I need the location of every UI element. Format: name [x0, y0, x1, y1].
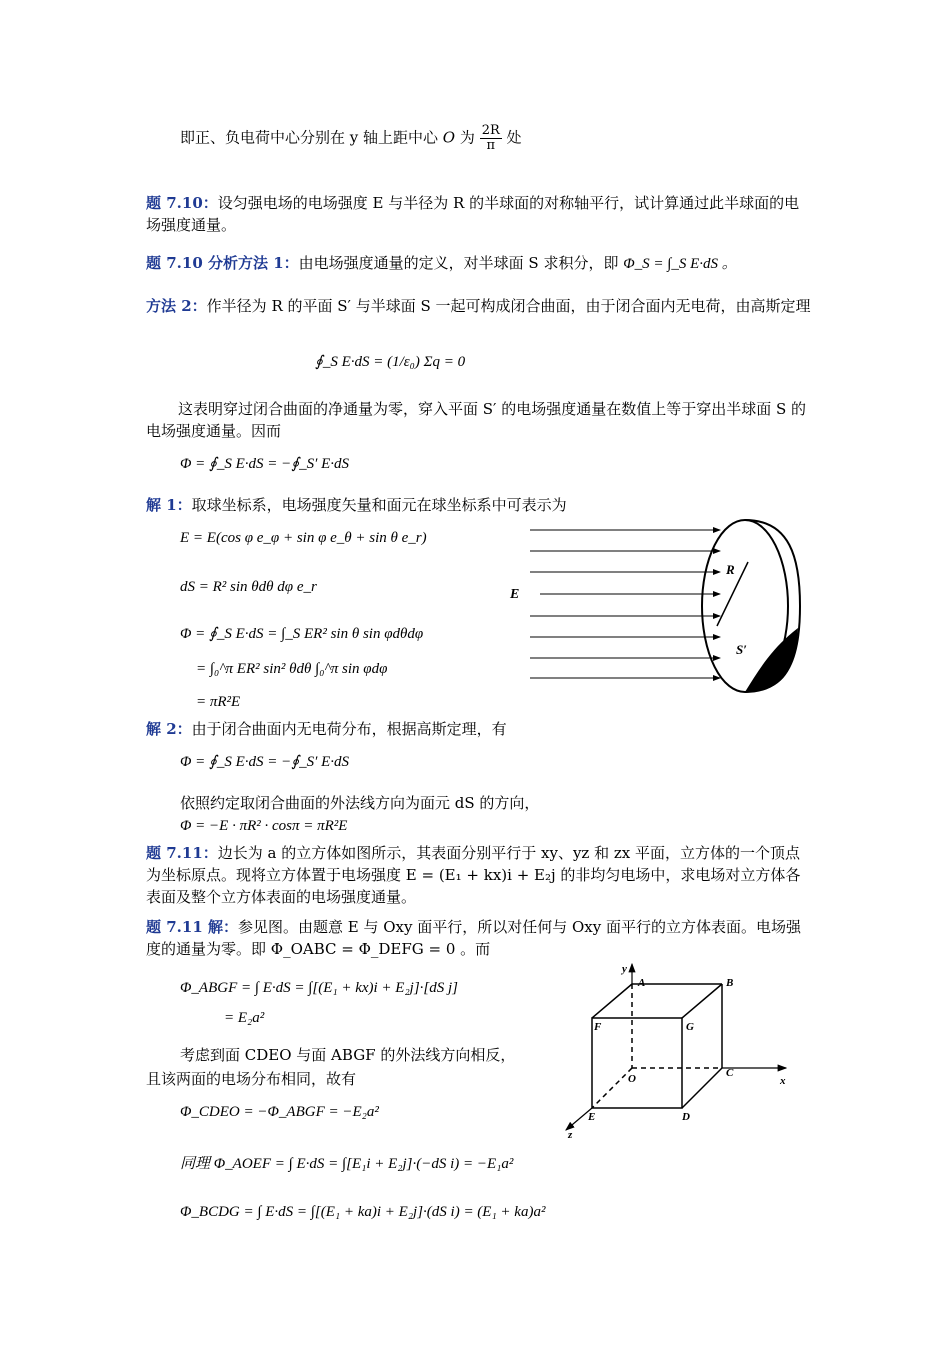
label-F: F [594, 1021, 602, 1033]
normal-direction-text: 依照约定取闭合曲面的外法线方向为面元 dS 的方向， [180, 794, 540, 812]
method-2: 方法 2：作半径为 R 的平面 S′ 与半球面 S 一起可构成闭合曲面，由于闭合面内无电荷，由高斯定理 [146, 297, 811, 315]
eq-phi-2b: = ∫₀^π ER² sin² θdθ ∫₀^π sin φdφ [196, 661, 388, 677]
sphere-label-R: R [726, 562, 735, 577]
label-A: A [638, 977, 646, 989]
sphere-label-S: S′ [736, 642, 747, 657]
solution-2: 解 2：由于闭合曲面内无电荷分布，根据高斯定理，有 [146, 720, 507, 738]
eq-phi-4: Φ = −E · πR² · cosπ = πR²E [180, 818, 348, 834]
problem-7-10: 题 7.10：设匀强电场的电场强度 E 与半径为 R 的半球面的对称轴平行，试计算通过此半球面的电场强度通量。 [146, 194, 800, 234]
eq-phi-2a: Φ = ∮_S E·dS = ∫_S ER² sin θ sin φdθdφ [180, 626, 424, 642]
eq-phi-1: Φ = ∮_S E·dS = −∮_S′ E·dS [180, 456, 350, 472]
axis-z: z [568, 1129, 573, 1140]
sphere-label-E: E [510, 587, 520, 602]
eq-phi-2c: = πR²E [196, 694, 241, 710]
cdeo-text-1: 考虑到面 CDEO 与面 ABGF 的外法线方向相反， [180, 1046, 516, 1064]
axis-x: x [780, 1075, 786, 1087]
eq-cdeo: Φ_CDEO = −Φ_ABGF = −E₂a² [180, 1104, 379, 1120]
label-E: E [588, 1111, 596, 1123]
eq-bcdg: Φ_BCDG = ∫ E·dS = ∫[(E₁ + ka)i + E₂j]·(dS i) = (E₁ + ka)a² [180, 1204, 546, 1220]
label-G: G [686, 1021, 694, 1033]
eq-abgf-2: = E₂a² [224, 1010, 265, 1026]
analysis-method-1: 题 7.10 分析方法 1：由电场强度通量的定义，对半球面 S 求积分，即 Φ_S = ∫_S E·dS 。 [146, 254, 737, 272]
label-C: C [726, 1067, 734, 1079]
cdeo-text-2: 且该两面的电场分布相同，故有 [146, 1070, 357, 1088]
eq-dS: dS = R² sin θdθ dφ e_r [180, 579, 317, 595]
top-line: 即正、负电荷中心分别在 y 轴上距中心 O 为 $\frac{2R}{\pi}$ 处 [180, 123, 522, 153]
axis-y: y [622, 963, 627, 975]
fraction-2r-pi: $\frac{2R}{\pi}$ [481, 123, 500, 153]
eq-abgf-1: Φ_ABGF = ∫ E·dS = ∫[(E₁ + kx)i + E₂j]·[dS j] [180, 980, 459, 996]
solution-1: 解 1：取球坐标系，电场强度矢量和面元在球坐标系中可表示为 [146, 496, 567, 514]
label-O: O [628, 1073, 636, 1085]
cube-figure [548, 960, 810, 1140]
zero-flux-paragraph: 这表明穿过闭合曲面的净通量为零，穿入平面 S′ 的电场强度通量在数值上等于穿出半球面 S 的电场强度通量。因而 [146, 400, 807, 440]
eq-aoef: 同理 Φ_AOEF = ∫ E·dS = ∫[E₁i + E₂j]·(−dS i) = −E₁a² [180, 1156, 514, 1172]
eq-E: E = E(cos φ e_φ + sin φ e_θ + sin θ e_r) [180, 530, 427, 546]
eq-phi-3: Φ = ∮_S E·dS = −∮_S′ E·dS [180, 754, 350, 770]
label-D: D [682, 1111, 690, 1123]
label-B: B [726, 977, 734, 989]
problem-7-11: 题 7.11：边长为 a 的立方体如图所示，其表面分别平行于 xy、yz 和 zx 平面，立方体的一个顶点为坐标原点。现将立方体置于电场强度 E = (E₁ + kx)i + E₂j 的非均匀电场中，求电场对立方体各表面及整个立方体表面的电场强度通量。 [146, 844, 801, 906]
gauss-equation: ∮_S E·dS = (1/ε₀) Σq = 0 [315, 354, 466, 370]
hemisphere-figure [500, 518, 810, 698]
shaded-region [745, 628, 798, 692]
solution-7-11: 题 7.11 解：参见图。由题意 E 与 Oxy 面平行，所以对任何与 Oxy 面平行的立方体表面。电场强度的通量为零。即 Φ_OABC = Φ_DEFG = 0 。而 [146, 918, 802, 958]
